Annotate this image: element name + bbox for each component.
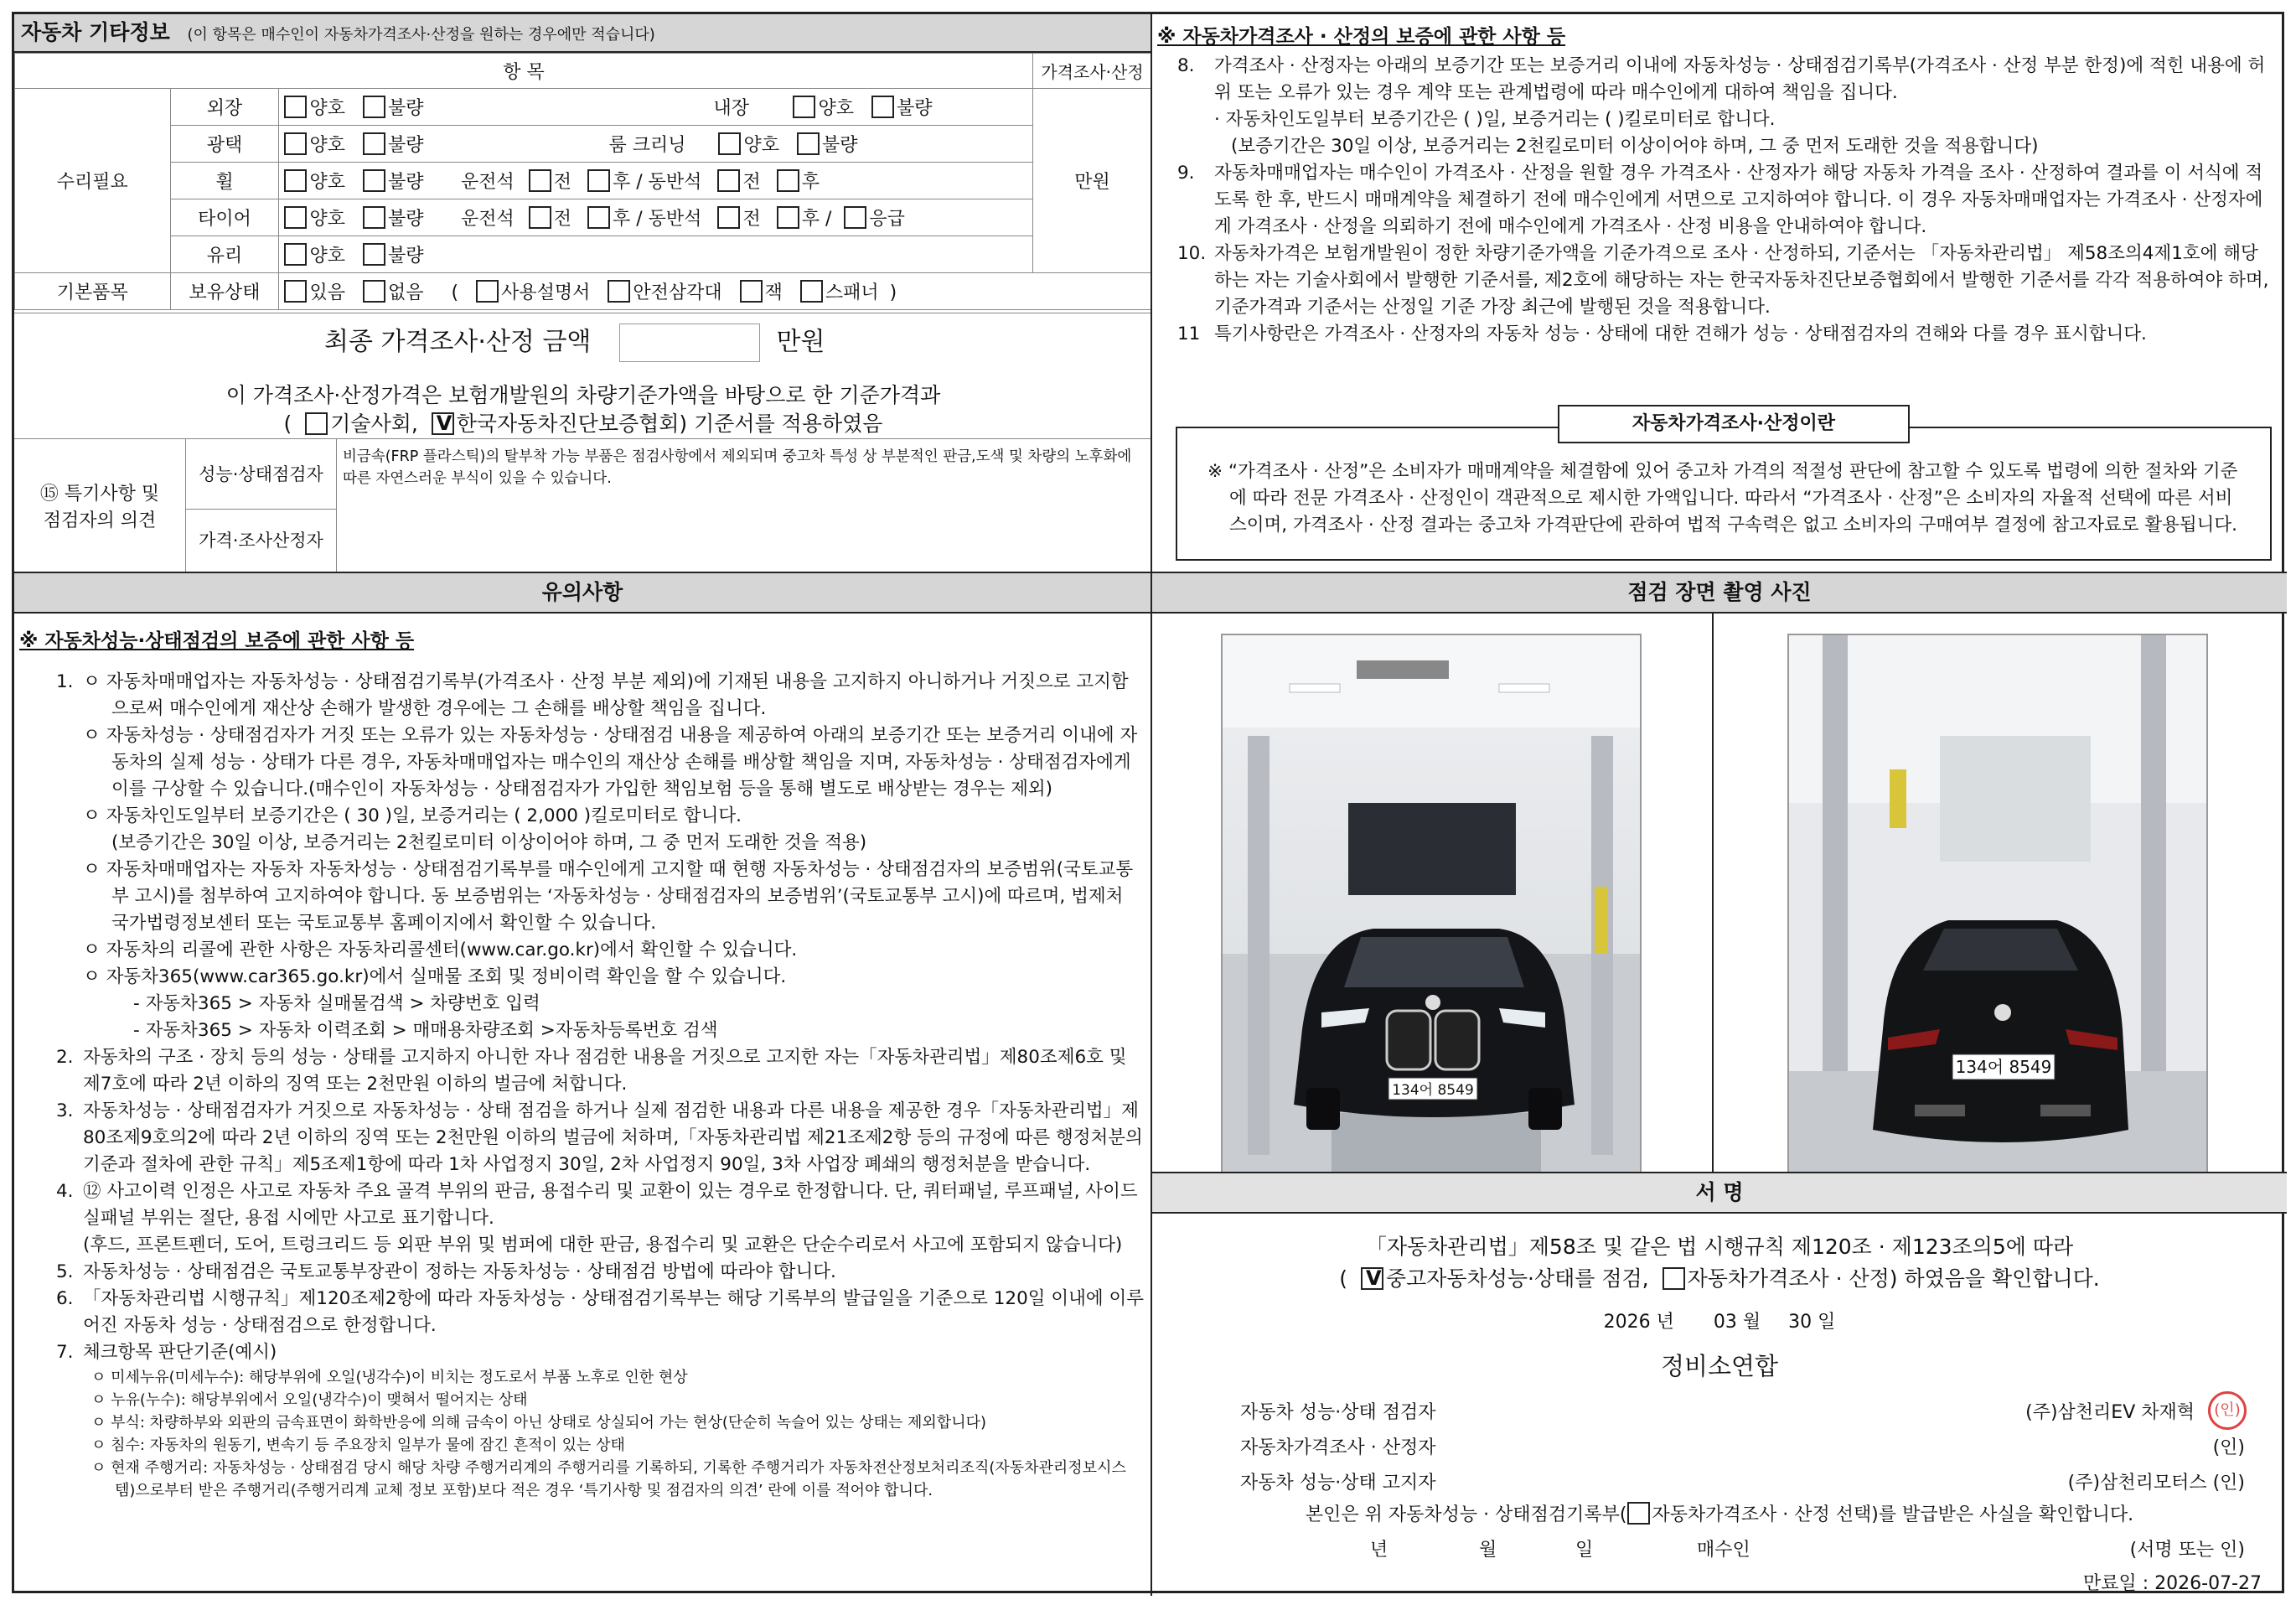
wheel-row: 양호 불량 운전석 전 후 / 동반석 전 후: [279, 163, 1033, 199]
standard-line-2: ( 기술사회, V 한국자동차진단보증협회) 기준서를 적용하였음: [14, 407, 1152, 437]
seal-icon: (인): [2208, 1391, 2247, 1430]
criteria-corrosion: ㅇ 부식: 차량하부와 외판의 금속표면이 화학반응에 의해 금속이 아닌 상태로 상실되어 가는 현상(단순히 녹슬어 있는 상태는 제외합니다): [91, 1414, 986, 1432]
photo-divider: [1712, 614, 1714, 1172]
notifier-sign-value: (주)삼천리모터스 (인): [2067, 1473, 2245, 1494]
buyer-sign-row: 년 월 일 매수인 (서명 또는 인): [1152, 1535, 2287, 1562]
col-price-header: 가격조사·산정: [1033, 54, 1152, 89]
repair-needed-label: 수리필요: [15, 89, 171, 273]
wheel-driver-rear-checkbox[interactable]: [587, 169, 610, 192]
special-notes-block: [14, 438, 1152, 572]
buyer-confirm-line: 본인은 위 자동차성능 · 상태점검기록부( 자동차가격조사 · 산정 선택)를 발급받은 사실을 확인합니다.: [1152, 1500, 2287, 1526]
front-car-image: [1223, 635, 1642, 1172]
inspector-opinion-label: 성능·상태점검자: [186, 439, 337, 510]
gloss-row: 양호 불량 룸 크리닝 양호 불량: [279, 126, 1033, 163]
room-clean-label: 룸 크리닝: [608, 135, 686, 156]
interior-label: 내장: [713, 98, 749, 119]
note-2: 자동차의 구조 · 장치 등의 성능 · 상태를 고지하지 아니한 자나 점검한 내용을 거짓으로 고지한 자는「자동차관리법」제80조제6호 및 제7호에 따라 2년 이하의 징역 또는 2천만원 이하의 벌금에 처합니다.: [83, 1047, 1127, 1095]
tire-emergency-checkbox[interactable]: [844, 206, 866, 229]
note-1-bullet-1: ㅇ 자동차매매업자는 자동차성능 · 상태점검기록부(가격조사 · 산정 부분 제외)에 기재된 내용을 고지하지 아니하거나 거짓으로 고지함으로써 매수인에게 재산상 손해가 발생한 경우에는 그 손해를 배상할 책임을 집니다.: [83, 671, 1129, 719]
exterior-label: 외장: [170, 89, 279, 126]
guarantee-item-8c: (보증기간은 30일 이상, 보증거리는 2천킬로미터 이상이어야 하며, 그 중 먼저 도래한 것을 적용합니다): [1231, 136, 2039, 157]
guarantee-item-8b: · 자동차인도일부터 보증기간은 ( )일, 보증거리는 ( )킬로미터로 합니다.: [1214, 109, 1776, 130]
note-1-bullet-3: ㅇ 자동차인도일부터 보증기간은 ( 30 )일, 보증거리는 ( 2,000 )킬로미터로 합니다.: [83, 805, 742, 826]
other-info-subtitle: (이 항목은 매수인이 자동차가격조사·산정을 원하는 경우에만 적습니다): [187, 26, 655, 44]
note-3: 자동차성능 · 상태점검자가 거짓으로 자동차성능 · 상태 점검을 하거나 실제 점검한 내용과 다른 내용을 제공한 경우「자동차관리법」제80조제9호의2에 따라 2년 이하의 징역 또는 2천만원 이하의 벌금에 처하며,「자동차관리법 제21조제2항 등의 규정에 따른 행정처분의 기준과 절차에 관한 규칙」제5조제1항에 따라 1차 사업정지 30일, 2차 사업정지 90일, 3차 사업장 폐쇄의 행정처분을 받습니다.: [83, 1100, 1143, 1175]
wheel-label: 휠: [170, 163, 279, 199]
other-info-section: [14, 14, 1152, 572]
guarantee-item-9: 자동차매매업자는 매수인이 가격조사 · 산정을 원할 경우 가격조사 · 산정자가 해당 자동차 가격을 조사 · 산정하여 결과를 이 서식에 적도록 한 후, 반드시 매매계약을 체결하기 전에 매수인에게 서면으로 고지하여야 합니다. 이 경우 자동차매매업자는 가격조사 · 산정자에게 가격조사 · 산정을 의뢰하기 전에 매수인에게 가격조사 · 산정 비용을 안내하여야 합니다.: [1214, 163, 2263, 237]
price-definition-text: ※ “가격조사 · 산정”은 소비자가 매매계약을 체결함에 있어 중고차 가격의 적절성 판단에 참고할 수 있도록 법령에 의한 절차와 기준에 따라 전문 가격조사 · 산정인이 객관적으로 제시한 가액입니다. 따라서 “가격조사 · 산정”은 소비자의 자율적 선택에 따른 서비스이며, 가격조사 · 산정 결과는 중고차 가격판단에 관하여 법적 구속력은 없고 소비자의 구매여부 결정에 참고자료로 활용됩니다.: [1207, 461, 2238, 536]
guarantee-item-11: 특기사항란은 가격조사 · 산정자의 자동차 성능 · 상태에 대한 견해가 성능 · 상태점검자의 견해와 다를 경우 표시합니다.: [1214, 324, 2147, 344]
rear-car-image: [1789, 635, 2208, 1172]
wheel-good-checkbox[interactable]: [284, 169, 307, 192]
gloss-bad-checkbox[interactable]: [363, 132, 385, 155]
front-plate-text: 134어 8549: [1392, 1082, 1474, 1099]
special-notes-label: ⑮ 특기사항 및 점검자의 의견: [14, 439, 186, 572]
room-clean-good-checkbox[interactable]: [718, 132, 741, 155]
jack-checkbox[interactable]: [740, 280, 763, 303]
photos-header: 점검 장면 촬영 사진: [1152, 573, 2287, 614]
note-1-bullet-6a: - 자동차365 > 자동차 실매물검색 > 차량번호 입력: [133, 993, 540, 1014]
buyer-price-appraisal-checkbox[interactable]: [1627, 1502, 1650, 1525]
tire-passenger-front-checkbox[interactable]: [717, 206, 740, 229]
other-info-table: [14, 53, 1152, 310]
notes-header: 유의사항: [14, 573, 1151, 614]
guarantee-item-8: 가격조사 · 산정자는 아래의 보증기간 또는 보증거리 이내에 자동차성능 · 상태점검기록부(가격조사 · 산정 부분 한정)에 적힌 내용에 허위 또는 오류가 있는 경우 계약 또는 관계법령에 따라 매수인에게 대하여 책임을 집니다.: [1214, 55, 2266, 103]
guarantee-item-10: 자동차가격은 보험개발원이 정한 차량기준가액을 기준가격으로 조사 · 산정하되, 기준서는 「자동차관리법」 제58조의4제1호에 해당하는 자는 기술사회에서 발행한 기준서를, 제2호에 해당하는 자는 한국자동차진단보증협회에서 발행한 기준서를 각각 적용하여야 하며, 기준가격과 기준서는 산정일 기준 가장 최근에 발행된 것을 적용합니다.: [1214, 243, 2269, 318]
have-checkbox[interactable]: [284, 280, 307, 303]
triangle-checkbox[interactable]: [608, 280, 630, 303]
inspector-sign-value: (주)삼천리EV 차재혁: [2025, 1402, 2195, 1423]
tire-bad-checkbox[interactable]: [363, 206, 385, 229]
room-clean-bad-checkbox[interactable]: [797, 132, 820, 155]
tire-passenger-rear-checkbox[interactable]: [777, 206, 799, 229]
photos-section: [1152, 572, 2287, 1172]
price-guarantee-title: ※ 자동차가격조사 · 산정의 보증에 관한 사항 등: [1157, 26, 1566, 48]
tech-society-checkbox[interactable]: [305, 412, 328, 435]
appraiser-sign-label: 자동차가격조사 · 산정자: [1240, 1437, 1436, 1458]
note-1-bullet-6: ㅇ 자동차365(www.car365.go.kr)에서 실매물 조회 및 정비이력 확인을 할 수 있습니다.: [83, 966, 787, 987]
signature-org: 정비소연합: [1660, 1352, 1779, 1380]
final-price-block: [14, 313, 1152, 438]
inspection-record-sheet: [12, 12, 2284, 1593]
price-unit: 만원: [1033, 89, 1152, 273]
tire-good-checkbox[interactable]: [284, 206, 307, 229]
note-7: 체크항목 판단기준(예시): [83, 1342, 277, 1363]
note-1-bullet-6b: - 자동차365 > 자동차 이력조회 > 매매용차량조회 >자동차등록번호 검색: [133, 1020, 718, 1041]
final-price-unit: 만원: [776, 327, 825, 357]
appraiser-sign-value: (인): [2212, 1437, 2245, 1458]
wheel-bad-checkbox[interactable]: [363, 169, 385, 192]
glass-row: 양호 불량: [279, 236, 1033, 273]
col-item-header: 항 목: [15, 54, 1033, 89]
notes-list: 1. ㅇ 자동차매매업자는 자동차성능 · 상태점검기록부(가격조사 · 산정 부분 제외)에 기재된 내용을 고지하지 아니하거나 거짓으로 고지함으로써 매수인에게 재산상 손해가 발생한 경우에는 그 손해를 배상할 책임을 집니다. ㅇ 자동차성능 · 상태점검자가 거짓 또는 오류가 있는 자동차성능 · 상태점검 내용을 제공하여 아래의 보증기간 또는 보증거리 이내에 자동차의 실제 성능 · 상태가 다른 경우, 자동차매매업자는 매수인의 재산상 손해를 배상할 책임을 지며, 자동차성능 · 상태점검자에게 이를 구상할 수 있습니다.(매수인이 자동차성능 · 상태점검자가 가입한 책임보험 등을 통해 별도로 배상받는 경우는 제외) ㅇ 자동차인도일부터 보증기간은 ( 30 )일, 보증거리는 ( 2,000 )킬로미터로 합니다. (보증기간은 30일 이상, 보증거리는 2천킬로미터 이상이어야 하며, 그 중 먼저 도래한 것을 적용) ㅇ 자동차매매업자는 자동차 자동차성능 · 상태점검기록부를 매수인에게 고지할 때 현행 자동차성능 · 상태점검자의 보증범위(국토교통부 고시)를 첨부하여 고지하여야 합니다. 동 보증범위는 ‘자동차성능 · 상태점검자의 보증범위’(국토교통부 고시)에 따르며, 법제처 국가법령정보센터 또는 국토교통부 홈페이지에서 확인할 수 있습니다. ㅇ 자동차의 리콜에 관한 사항은 자동차리콜센터(www.car.go.kr)에서 확인할 수 있습니다. ㅇ 자동차365(www.car365.go.kr)에서 실매물 조회 및 정비이력 확인을 할 수 있습니다. - 자동차365 > 자동차 실매물검색 > 차량번호 입력 - 자동차365 > 자동차 이력조회 > 매매용차량조회 >자동차등록번호 검색 2. 자동차의 구조 · 장치 등의 성능 · 상태를 고지하지 아니한 자나 점검한 내용을 거짓으로 고지한 자는「자동차관리법」제80조제6호 및 제7호에 따라 2년 이하의 징역 또는 2천만원 이하의 벌금에 처합니다. 3. 자동차성능 · 상태점검자가 거짓으로 자동차성능 · 상태 점검을 하거나 실제 점검한 내용과 다른 내용을 제공한 경우「자동차관리법」제80조제9호의2에 따라 2년 이하의 징역 또는 2천만원 이하의 벌금에 처하며,「자동차관리법 제21조제2항 등의 규정에 따른 행정처분의 기준과 절차에 관한 규칙」제5조제1항에 따라 1차 사업정지 30일, 2차 사업정지 90일, 3차 사업장 폐쇄의 행정처분을 받습니다. 4. ⑫ 사고이력 인정은 사고로 자동차 주요 골격 부위의 판금, 용접수리 및 교환이 있는 경우로 한정합니다. 단, 쿼터패널, 루프패널, 사이드실패널 부위는 절단, 용접 시에만 사고로 표기합니다. (후드, 프론트펜더, 도어, 트렁크리드 등 외판 부위 및 범퍼에 대한 판금, 용접수리 및 교환은 단순수리로서 사고에 포함되지 않습니다) 5. 자동차성능 · 상태점검은 국토교통부장관이 정하는 자동차성능 · 상태점검 방법에 따라야 합니다. 6. 「자동차관리법 시행규칙」제120조제2항에 따라 자동차성능 · 상태점검기록부는 해당 기록부의 발급일을 기준으로 120일 이내에 이루어진 자동차 성능 · 상태점검으로 한정합니다. 7. 체크항목 판단기준(예시) ㅇ 미세누유(미세누수): 해당부위에 오일(냉각수)이 비치는 정도로서 부품 노후로 인한 현상 ㅇ 누유(누수): 해당부위에서 오일(냉각수)이 맺혀서 떨어지는 상태 ㅇ 부식: 차량하부와 외판의 금속표면이 화학반응에 의해 금속이 아닌 상태로 상실되어 가는 현상(단순히 녹슬어 있는 상태는 제외합니다) ㅇ 침수: 자동차의 원동기, 변속기 등 주요장치 일부가 물에 잠긴 흔적이 있는 상태 ㅇ 현재 주행거리: 자동차성능 · 상태점검 당시 해당 차량 주행거리계의 주행거리를 기록하되, 기록한 주행거리가 자동차전산정보처리조직(자동차관리정보시스템)으로부터 받은 주행거리(주행거리계 교체 정보 포함)보다 적은 경우 ‘특기사항 및 점검자의 의견’ 란에 이를 적어야 합니다.: [56, 669, 1145, 1502]
note-5: 자동차성능 · 상태점검은 국토교통부장관이 정하는 자동차성능 · 상태점검 방법에 따라야 합니다.: [83, 1261, 836, 1282]
note-1-bullet-5: ㅇ 자동차의 리콜에 관한 사항은 자동차리콜센터(www.car.go.kr)에서 확인할 수 있습니다.: [83, 940, 798, 960]
exterior-good-checkbox[interactable]: [284, 96, 307, 118]
buyer-label: 매수인: [1697, 1540, 1750, 1561]
manual-checkbox[interactable]: [476, 280, 499, 303]
criteria-leak: ㅇ 누유(누수): 해당부위에서 오일(냉각수)이 맺혀서 떨어지는 상태: [91, 1391, 528, 1409]
rear-plate-text: 134어 8549: [1955, 1057, 2052, 1077]
exterior-row: 양호 불량 내장 양호 불량: [279, 89, 1033, 126]
wheel-passenger-front-checkbox[interactable]: [717, 169, 740, 192]
appraiser-opinion-label: 가격·조사산정자: [186, 510, 337, 572]
rear-inspection-photo: [1787, 634, 2208, 1172]
gloss-good-checkbox[interactable]: [284, 132, 307, 155]
none-checkbox[interactable]: [363, 280, 385, 303]
notes-section: [14, 572, 1152, 1596]
buyer-sign-placeholder[interactable]: (서명 또는 인): [2129, 1540, 2245, 1561]
interior-bad-checkbox[interactable]: [871, 96, 894, 118]
inspector-opinion-text: 비금속(FRP 플라스틱)의 탈부착 가능 부품은 점검사항에서 제외되며 중고차 특성 상 부분적인 판금,도색 및 차량의 노후화에 따른 자연스러운 부식이 있을 수 있습니다.: [343, 448, 1132, 487]
other-info-header: [14, 14, 1151, 53]
spanner-checkbox[interactable]: [800, 280, 823, 303]
note-6: 「자동차관리법 시행규칙」제120조제2항에 따라 자동차성능 · 상태점검기록부는 해당 기록부의 발급일을 기준으로 120일 이내에 이루어진 자동차 성능 · 상태점검으로 한정합니다.: [83, 1288, 1145, 1336]
tire-driver-front-checkbox[interactable]: [529, 206, 551, 229]
final-price-label: 최종 가격조사·산정 금액: [324, 327, 592, 357]
notes-subtitle: ※ 자동차성능·상태점검의 보증에 관한 사항 등: [19, 630, 415, 652]
glass-label: 유리: [170, 236, 279, 273]
note-1-bullet-2: ㅇ 자동차성능 · 상태점검자가 거짓 또는 오류가 있는 자동차성능 · 상태점검 내용을 제공하여 아래의 보증기간 또는 보증거리 이내에 자동차의 실제 성능 · 상태가 다른 경우, 자동차매매업자는 매수인의 재산상 손해를 배상할 책임을 지며, 자동차성능 · 상태점검자에게 이를 구상할 수 있습니다.(매수인이 자동차성능 · 상태점검자가 가입한 책임보험 등을 통해 별도로 배상받는 경우는 제외): [83, 725, 1138, 800]
price-definition-title: 자동차가격조사·산정이란: [1558, 405, 1910, 443]
signature-header: 서 명: [1152, 1173, 2287, 1214]
signature-line-2: ( V 중고자동차성능·상태를 점검, 자동차가격조사 · 산정) 하였음을 확인합니다.: [1152, 1262, 2287, 1292]
tire-row: 양호 불량 운전석 전 후 / 동반석 전 후 / 응급: [279, 199, 1033, 236]
possession-label: 보유상태: [170, 273, 279, 310]
glass-bad-checkbox[interactable]: [363, 243, 385, 266]
inspector-sign-label: 자동차 성능·상태 점검자: [1240, 1402, 1436, 1423]
price-appraisal-checkbox[interactable]: [1663, 1267, 1685, 1290]
performance-check-checkbox[interactable]: [1361, 1267, 1383, 1290]
gloss-label: 광택: [170, 126, 279, 163]
final-price-input[interactable]: [619, 324, 760, 362]
wheel-driver-front-checkbox[interactable]: [529, 169, 551, 192]
basic-items-row: 있음 없음 ( 사용설명서 안전삼각대 잭 스패너 ): [279, 273, 1152, 310]
front-inspection-photo: [1221, 634, 1642, 1172]
tire-label: 타이어: [170, 199, 279, 236]
basic-items-label: 기본품목: [15, 273, 171, 310]
note-4b: (후드, 프론트펜더, 도어, 트렁크리드 등 외판 부위 및 범퍼에 대한 판금, 용접수리 및 교환은 단순수리로서 사고에 포함되지 않습니다): [83, 1235, 1123, 1256]
price-guarantee-section: ※ 자동차가격조사 · 산정의 보증에 관한 사항 등 8. 가격조사 · 산정자는 아래의 보증기간 또는 보증거리 이내에 자동차성능 · 상태점검기록부(가격조사 · 산정 부분 한정)에 적힌 내용에 허위 또는 오류가 있는 경우 계약 또는 관계법령에 따라 매수인에게 대하여 책임을 집니다. · 자동차인도일부터 보증기간은 ( )일, 보증거리는 ( )킬로미터로 합니다. (보증기간은 30일 이상, 보증거리는 2천킬로미터 이상이어야 하며, 그 중 먼저 도래한 것을 적용합니다) 9. 자동차매매업자는 매수인이 가격조사 · 산정을 원할 경우 가격조사 · 산정자가 해당 자동차 가격을 조사 · 산정하여 결과를 이 서식에 적도록 한 후, 반드시 매매계약을 체결하기 전에 매수인에게 서면으로 고지하여야 합니다. 이 경우 자동차매매업자는 가격조사 · 산정자에게 가격조사 · 산정을 의뢰하기 전에 매수인에게 가격조사 · 산정 비용을 안내하여야 합니다. 10. 자동차가격은 보험개발원이 정한 차량기준가액을 기준가격으로 조사 · 산정하되, 기준서는 「자동차관리법」 제58조의4제1호에 해당하는 자는 기술사회에서 발행한 기준서를, 제2호에 해당하는 자는 한국자동차진단보증협회에서 발행한 기준서를 각각 적용하여야 하며, 기준가격과 기준서는 산정일 기준 가장 최근에 발행된 것을 적용합니다. 11 특기사항란은 가격조사 · 산정자의 자동차 성능 · 상태에 대한 견해가 성능 · 상태점검자의 견해와 다를 경우 표시합니다. ※ “가격조사 · 산정”은 소비자가 매매계약을 체결함에 있어 중고차 가격의 적절성 판단에 참고할 수 있도록 법령에 의한 절차와 기준에 따라 전문 가격조사 · 산정인이 객관적으로 제시한 가액입니다. 따라서 “가격조사 · 산정”은 소비자의 자율적 선택에 따른 서비스이며, 가격조사 · 산정 결과는 중고차 가격판단에 관하여 법적 구속력은 없고 소비자의 구매여부 결정에 참고자료로 활용됩니다. 자동차가격조사·산정이란: [1152, 14, 2287, 572]
signature-line-1: 「자동차관리법」제58조 및 같은 법 시행규칙 제120조 · 제123조의5에 따라: [1365, 1235, 2074, 1259]
expiry-date: 만료일 : 2026-07-27: [2082, 1573, 2262, 1594]
korea-assoc-checkbox[interactable]: [432, 412, 454, 435]
other-info-title: 자동차 기타정보: [21, 20, 170, 44]
signature-section: [1152, 1172, 2287, 1596]
note-4: ⑫ 사고이력 인정은 사고로 자동차 주요 골격 부위의 판금, 용접수리 및 교환이 있는 경우로 한정합니다. 단, 쿼터패널, 루프패널, 사이드실패널 부위는 절단, 용접 시에만 사고로 표기합니다.: [83, 1181, 1138, 1229]
glass-good-checkbox[interactable]: [284, 243, 307, 266]
note-1-bullet-3b: (보증기간은 30일 이상, 보증거리는 2천킬로미터 이상이어야 하며, 그 중 먼저 도래한 것을 적용): [111, 832, 867, 853]
exterior-bad-checkbox[interactable]: [363, 96, 385, 118]
price-definition-box: [1176, 427, 2272, 561]
note-1-bullet-4: ㅇ 자동차매매업자는 자동차 자동차성능 · 상태점검기록부를 매수인에게 고지할 때 현행 자동차성능 · 상태점검자의 보증범위(국토교통부 고시)를 첨부하여 고지하여야 합니다. 동 보증범위는 ‘자동차성능 · 상태점검자의 보증범위’(국토교통부 고시)에 따르며, 법제처 국가법령정보센터 또는 국토교통부 홈페이지에서 확인할 수 있습니다.: [83, 859, 1134, 934]
tire-driver-rear-checkbox[interactable]: [587, 206, 610, 229]
standard-line-1: 이 가격조사·산정가격은 보험개발원의 차량기준가액을 바탕으로 한 기준가격과: [225, 383, 941, 407]
wheel-passenger-rear-checkbox[interactable]: [777, 169, 799, 192]
notifier-sign-label: 자동차 성능·상태 고지자: [1240, 1473, 1436, 1494]
signature-date: 2026 년 03 월 30 일: [1603, 1312, 1836, 1333]
interior-good-checkbox[interactable]: [793, 96, 815, 118]
criteria-minor-leak: ㅇ 미세누유(미세누수): 해당부위에 오일(냉각수)이 비치는 정도로서 부품 노후로 인한 현상: [91, 1369, 688, 1386]
criteria-mileage: ㅇ 현재 주행거리: 자동차성능 · 상태점검 당시 해당 차량 주행거리계의 주행거리를 기록하되, 기록한 주행거리가 자동차전산정보처리조직(자동차관리정보시스템)으로부터 받은 주행거리(주행거리계 교체 정보 포함)보다 적은 경우 ‘특기사항 및 점검자의 의견’ 란에 이를 적어야 합니다.: [91, 1459, 1126, 1499]
criteria-flood: ㅇ 침수: 자동차의 원동기, 변속기 등 주요장치 일부가 물에 잠긴 흔적이 있는 상태: [91, 1437, 625, 1454]
